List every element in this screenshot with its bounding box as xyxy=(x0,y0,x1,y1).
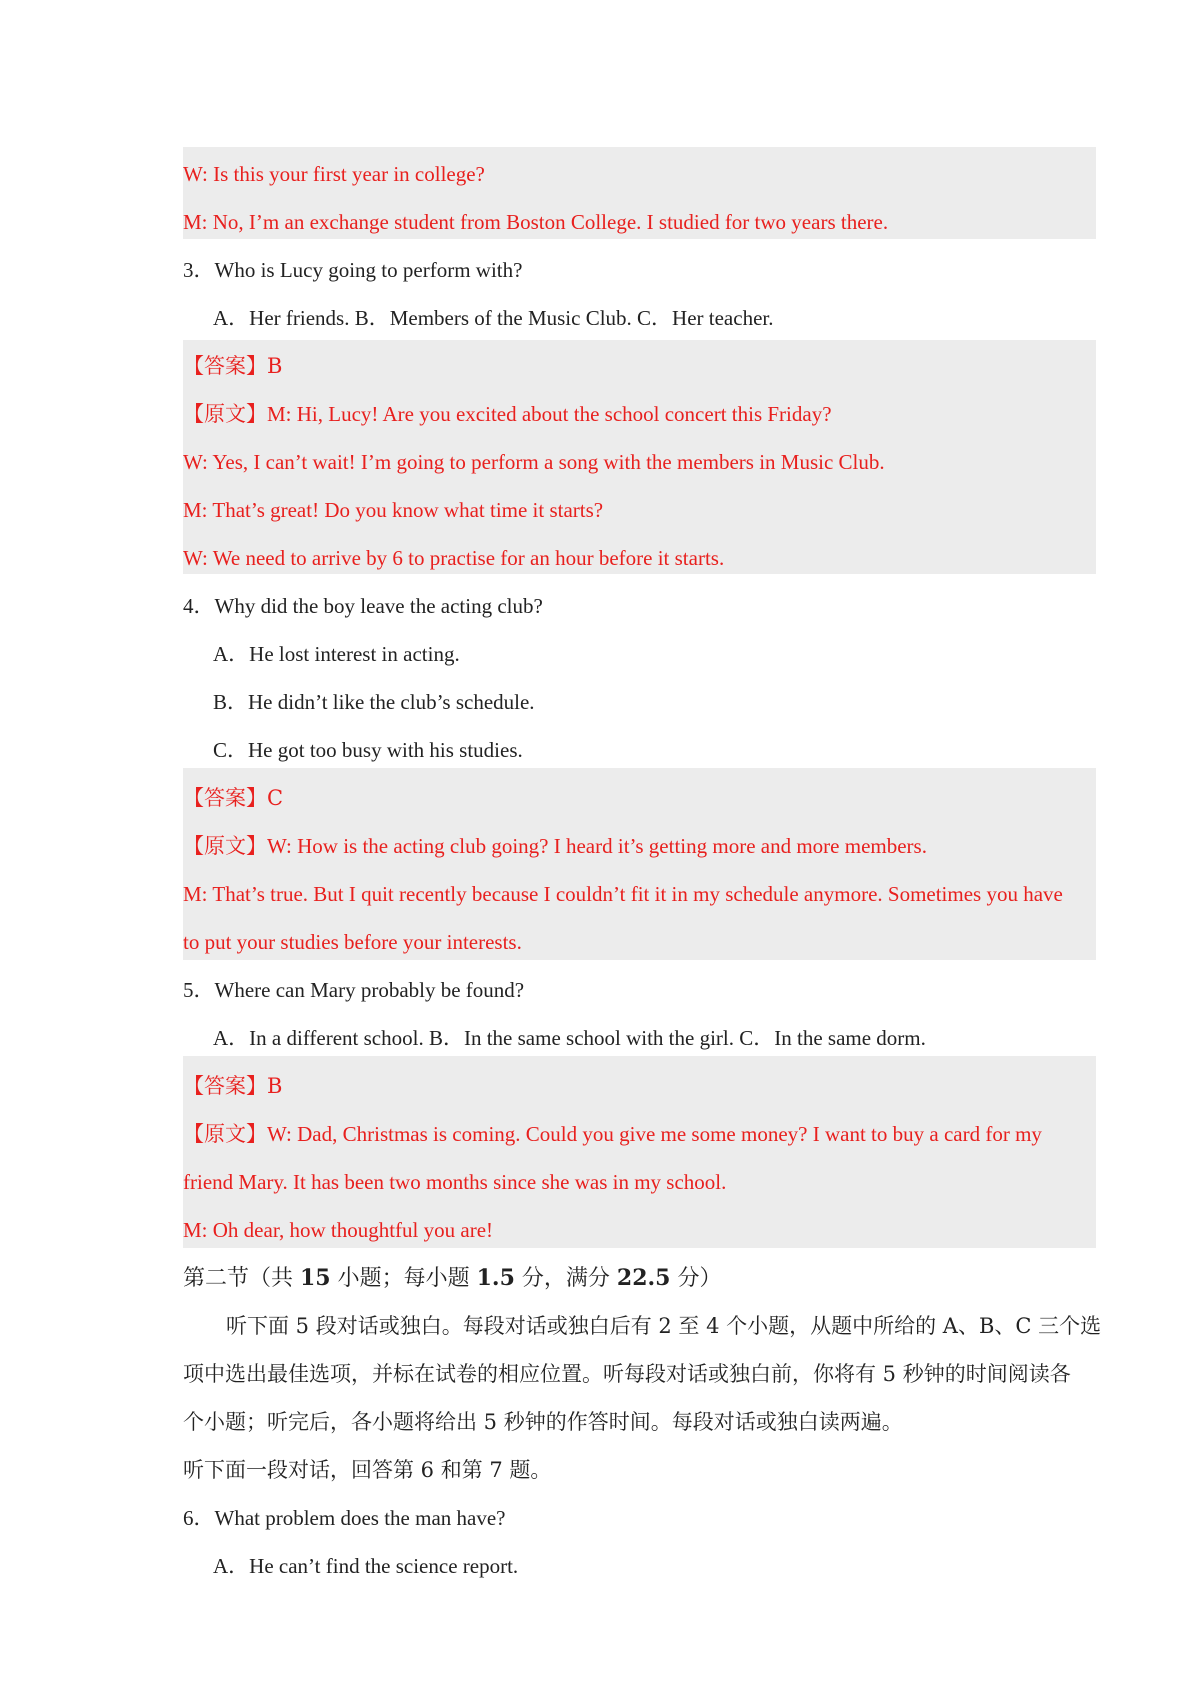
answer-q3: 【答案】B xyxy=(183,354,283,378)
heading-total: 22.5 xyxy=(616,1265,671,1291)
transcript-line: friend Mary. It has been two months since she was in my school. xyxy=(183,1170,727,1194)
transcript-line: M: That’s great! Do you know what time it starts? xyxy=(183,498,604,522)
question-6: 6．What problem does the man have? xyxy=(183,1506,506,1530)
option-a: A．He can’t find the science report. xyxy=(213,1554,519,1578)
transcript-line: W: Is this your first year in college? xyxy=(183,162,485,186)
instructions-line: 项中选出最佳选项，并标在试卷的相应位置。听每段对话或独白前，你将有 5 秒钟的时间阅读各 xyxy=(183,1362,1071,1386)
heading-count: 15 xyxy=(300,1265,331,1291)
transcript-line: 【原文】M: Hi, Lucy! Are you excited about the school concert this Friday? xyxy=(183,402,832,426)
transcript-line: 【原文】W: How is the acting club going? I heard it’s getting more and more members. xyxy=(183,834,927,858)
heading-text: 分，满分 xyxy=(514,1266,617,1291)
transcript-line: W: We need to arrive by 6 to practise for an hour before it starts. xyxy=(183,546,725,570)
transcript-line: M: Oh dear, how thoughtful you are! xyxy=(183,1218,494,1242)
option-c: C．Her teacher. xyxy=(637,306,774,330)
option-b-c: B．In the same school with the girl. C．In the same dorm. xyxy=(428,1026,926,1050)
option-c: C．He got too busy with his studies. xyxy=(213,738,523,762)
instructions-line: 个小题；听完后，各小题将给出 5 秒钟的作答时间。每段对话或独白读两遍。 xyxy=(183,1410,903,1434)
instructions-line: 听下面 5 段对话或独白。每段对话或独白后有 2 至 4 个小题，从题中所给的 A、B、C 三个选 xyxy=(226,1314,1102,1338)
transcript-line: M: That’s true. But I quit recently because I couldn’t fit it in my schedule anymore. Sometimes you have xyxy=(183,882,1063,906)
answer-q5: 【答案】B xyxy=(183,1074,283,1098)
transcript-line: M: No, I’m an exchange student from Boston College. I studied for two years there. xyxy=(183,210,889,234)
option-b: B．Members of the Music Club. xyxy=(354,306,632,330)
question-4: 4．Why did the boy leave the acting club? xyxy=(183,594,543,618)
heading-text: 小题；每小题 xyxy=(330,1266,477,1291)
option-a: A．Her friends. xyxy=(213,306,350,330)
question-5: 5．Where can Mary probably be found? xyxy=(183,978,525,1002)
heading-score: 1.5 xyxy=(476,1265,515,1291)
option-b: B．He didn’t like the club’s schedule. xyxy=(213,690,535,714)
transcript-line: 【原文】W: Dad, Christmas is coming. Could you give me some money? I want to buy a card for my xyxy=(183,1122,1042,1146)
transcript-line: to put your studies before your interests. xyxy=(183,930,522,954)
heading-text: 第二节（共 xyxy=(183,1266,300,1291)
sub-instruction: 听下面一段对话，回答第 6 和第 7 题。 xyxy=(183,1458,552,1482)
transcript-line: W: Yes, I can’t wait! I’m going to perform a song with the members in Music Club. xyxy=(183,450,885,474)
answer-q4: 【答案】C xyxy=(183,786,284,810)
options-row-q5 xyxy=(213,1022,1126,1054)
option-a: A．In a different school. xyxy=(213,1026,424,1050)
section-heading xyxy=(183,1262,1096,1294)
question-3: 3．Who is Lucy going to perform with? xyxy=(183,258,523,282)
heading-text: 分） xyxy=(670,1266,722,1291)
option-a: A．He lost interest in acting. xyxy=(213,642,460,666)
options-row-q3 xyxy=(213,302,1126,334)
